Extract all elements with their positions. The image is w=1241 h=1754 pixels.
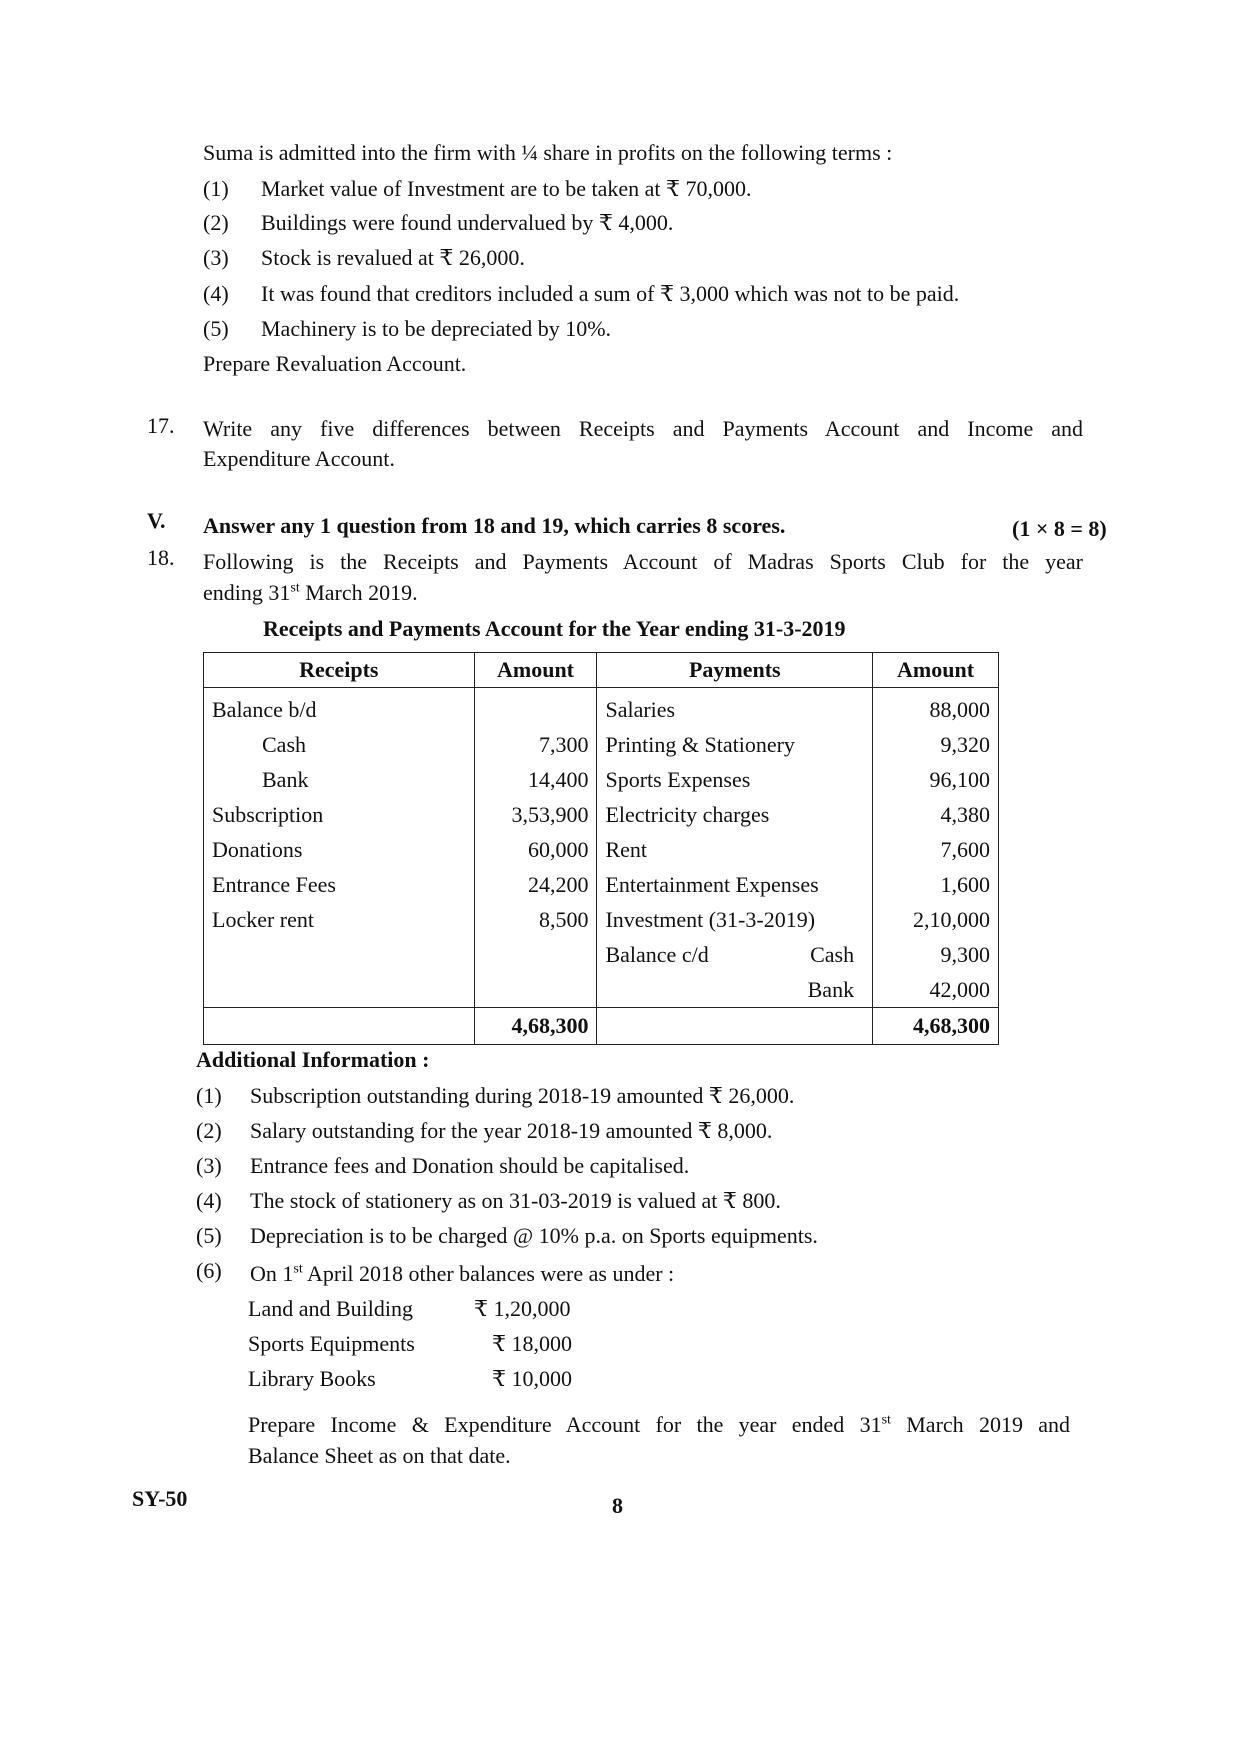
payment-label: Sports Expenses [605,766,751,792]
payment-cell [597,832,873,867]
receipt-label [204,937,475,972]
payment-sub-label [854,697,864,723]
additional-item-number: (2) [196,1118,222,1143]
q16-item-number: (3) [203,245,229,270]
section-v-label: V. [147,508,166,533]
receipt-amount: 24,200 [474,867,597,902]
receipt-amount [474,972,597,1008]
payment-amount: 42,000 [873,972,999,1008]
header-amount-payments: Amount [873,653,999,688]
additional-item-6-text: On 1st April 2018 other balances were as under : [250,1261,675,1286]
payment-cell [597,937,873,972]
payment-sub-label: Bank [807,976,855,1002]
payment-sub-label: Cash [810,941,855,967]
table-row [204,902,999,937]
payment-label: Electricity charges [605,801,770,827]
table-row [204,762,999,797]
receipt-amount: 3,53,900 [474,797,597,832]
q17-line2: Expenditure Account. [203,446,395,471]
payment-cell [597,902,873,937]
balance-label: Sports Equipments [248,1331,415,1356]
receipt-amount: 14,400 [474,762,597,797]
receipt-label: Entrance Fees [204,867,475,902]
table-title: Receipts and Payments Account for the Year ending 31-3-2019 [263,616,846,641]
payment-cell [597,797,873,832]
q16-item-number: (2) [203,210,229,235]
payment-sub-label [854,907,864,933]
receipt-label: Balance b/d [204,688,475,728]
q16-item-number: (5) [203,316,229,341]
receipt-amount [474,937,597,972]
q16-item-text: Market value of Investment are to be taken at ₹ 70,000. [261,176,752,201]
payment-label: Rent [605,836,648,862]
additional-item-text: Entrance fees and Donation should be capitalised. [250,1153,690,1178]
balance-value: ₹ 1,20,000 [474,1296,571,1321]
table-row [204,972,999,1008]
receipt-label: Donations [204,832,475,867]
total-payments: 4,68,300 [873,1008,999,1045]
q17-line1: Write any five differences between Receipts and Payments Account and Income and [203,416,1083,441]
payment-label: Printing & Stationery [605,731,795,757]
additional-item-text: The stock of stationery as on 31-03-2019 is valued at ₹ 800. [250,1188,781,1213]
total-receipts: 4,68,300 [474,1008,597,1045]
additional-item-text: Salary outstanding for the year 2018-19 amounted ₹ 8,000. [250,1118,773,1143]
payment-label: Salaries [605,696,676,722]
payment-cell [597,867,873,902]
total-blank-payments [597,1008,873,1045]
receipt-amount [474,688,597,728]
q16-instruction: Prepare Revaluation Account. [203,351,467,376]
additional-heading: Additional Information : [196,1047,430,1072]
paper-code: SY-50 [132,1486,188,1511]
balance-label: Land and Building [248,1296,413,1321]
receipt-label: Cash [204,727,475,762]
q18-number: 18. [147,545,175,570]
payment-label: Balance c/d [605,941,709,967]
receipt-label: Locker rent [204,902,475,937]
table-row [204,832,999,867]
total-blank-receipts [204,1008,475,1045]
balance-label: Library Books [248,1366,376,1391]
additional-item-number: (5) [196,1223,222,1248]
receipt-amount: 60,000 [474,832,597,867]
payment-sub-label [854,802,864,828]
payment-sub-label [854,732,864,758]
additional-item-number: (1) [196,1083,222,1108]
q18-line1: Following is the Receipts and Payments Account of Madras Sports Club for the year [203,549,1083,574]
q16-item-text: It was found that creditors included a sum of ₹ 3,000 which was not to be paid. [261,281,960,306]
payment-amount: 4,380 [873,797,999,832]
header-receipts: Receipts [204,653,475,688]
q16-item-text: Stock is revalued at ₹ 26,000. [261,245,525,270]
additional-item-number: (3) [196,1153,222,1178]
additional-item-text: Subscription outstanding during 2018-19 amounted ₹ 26,000. [250,1083,795,1108]
section-v-marks: (1 × 8 = 8) [1012,516,1107,541]
payment-amount: 7,600 [873,832,999,867]
payment-cell [597,762,873,797]
additional-item-6-number: (6) [196,1258,222,1283]
table-row [204,797,999,832]
balance-value: ₹ 18,000 [492,1331,572,1356]
payment-sub-label [854,767,864,793]
payment-amount: 88,000 [873,688,999,728]
payment-cell [597,727,873,762]
payment-label: Investment (31-3-2019) [605,906,816,932]
q16-item-number: (1) [203,176,229,201]
additional-item-number: (4) [196,1188,222,1213]
payment-amount: 9,320 [873,727,999,762]
table-row [204,867,999,902]
payment-label: Entertainment Expenses [605,871,819,897]
payment-amount: 96,100 [873,762,999,797]
q16-intro: Suma is admitted into the firm with ¼ share in profits on the following terms : [203,140,893,165]
final-instruction-line1: Prepare Income & Expenditure Account for the year ended 31st March 2019 and [248,1412,1070,1437]
q16-item-text: Buildings were found undervalued by ₹ 4,000. [261,210,674,235]
receipt-label: Bank [204,762,475,797]
payment-amount: 1,600 [873,867,999,902]
payment-sub-label [854,872,864,898]
table-row [204,727,999,762]
section-v-text: Answer any 1 question from 18 and 19, which carries 8 scores. [203,513,786,538]
receipt-amount: 8,500 [474,902,597,937]
receipt-amount: 7,300 [474,727,597,762]
q16-item-text: Machinery is to be depreciated by 10%. [261,316,612,341]
q16-item-number: (4) [203,281,229,306]
final-instruction-line2: Balance Sheet as on that date. [248,1443,511,1468]
table-row [204,937,999,972]
page-number: 8 [612,1493,623,1518]
receipt-label: Subscription [204,797,475,832]
balance-value: ₹ 10,000 [492,1366,572,1391]
receipts-payments-table [203,652,999,1045]
additional-item-text: Depreciation is to be charged @ 10% p.a. on Sports equipments. [250,1223,818,1248]
receipt-label [204,972,475,1008]
payment-amount: 2,10,000 [873,902,999,937]
header-payments: Payments [597,653,873,688]
table-row [204,688,999,728]
payment-sub-label [854,837,864,863]
q17-number: 17. [147,413,175,438]
payment-cell [597,688,873,728]
q18-line2: ending 31st March 2019. [203,580,418,605]
header-amount-receipts: Amount [474,653,597,688]
payment-amount: 9,300 [873,937,999,972]
payment-cell [597,972,873,1008]
